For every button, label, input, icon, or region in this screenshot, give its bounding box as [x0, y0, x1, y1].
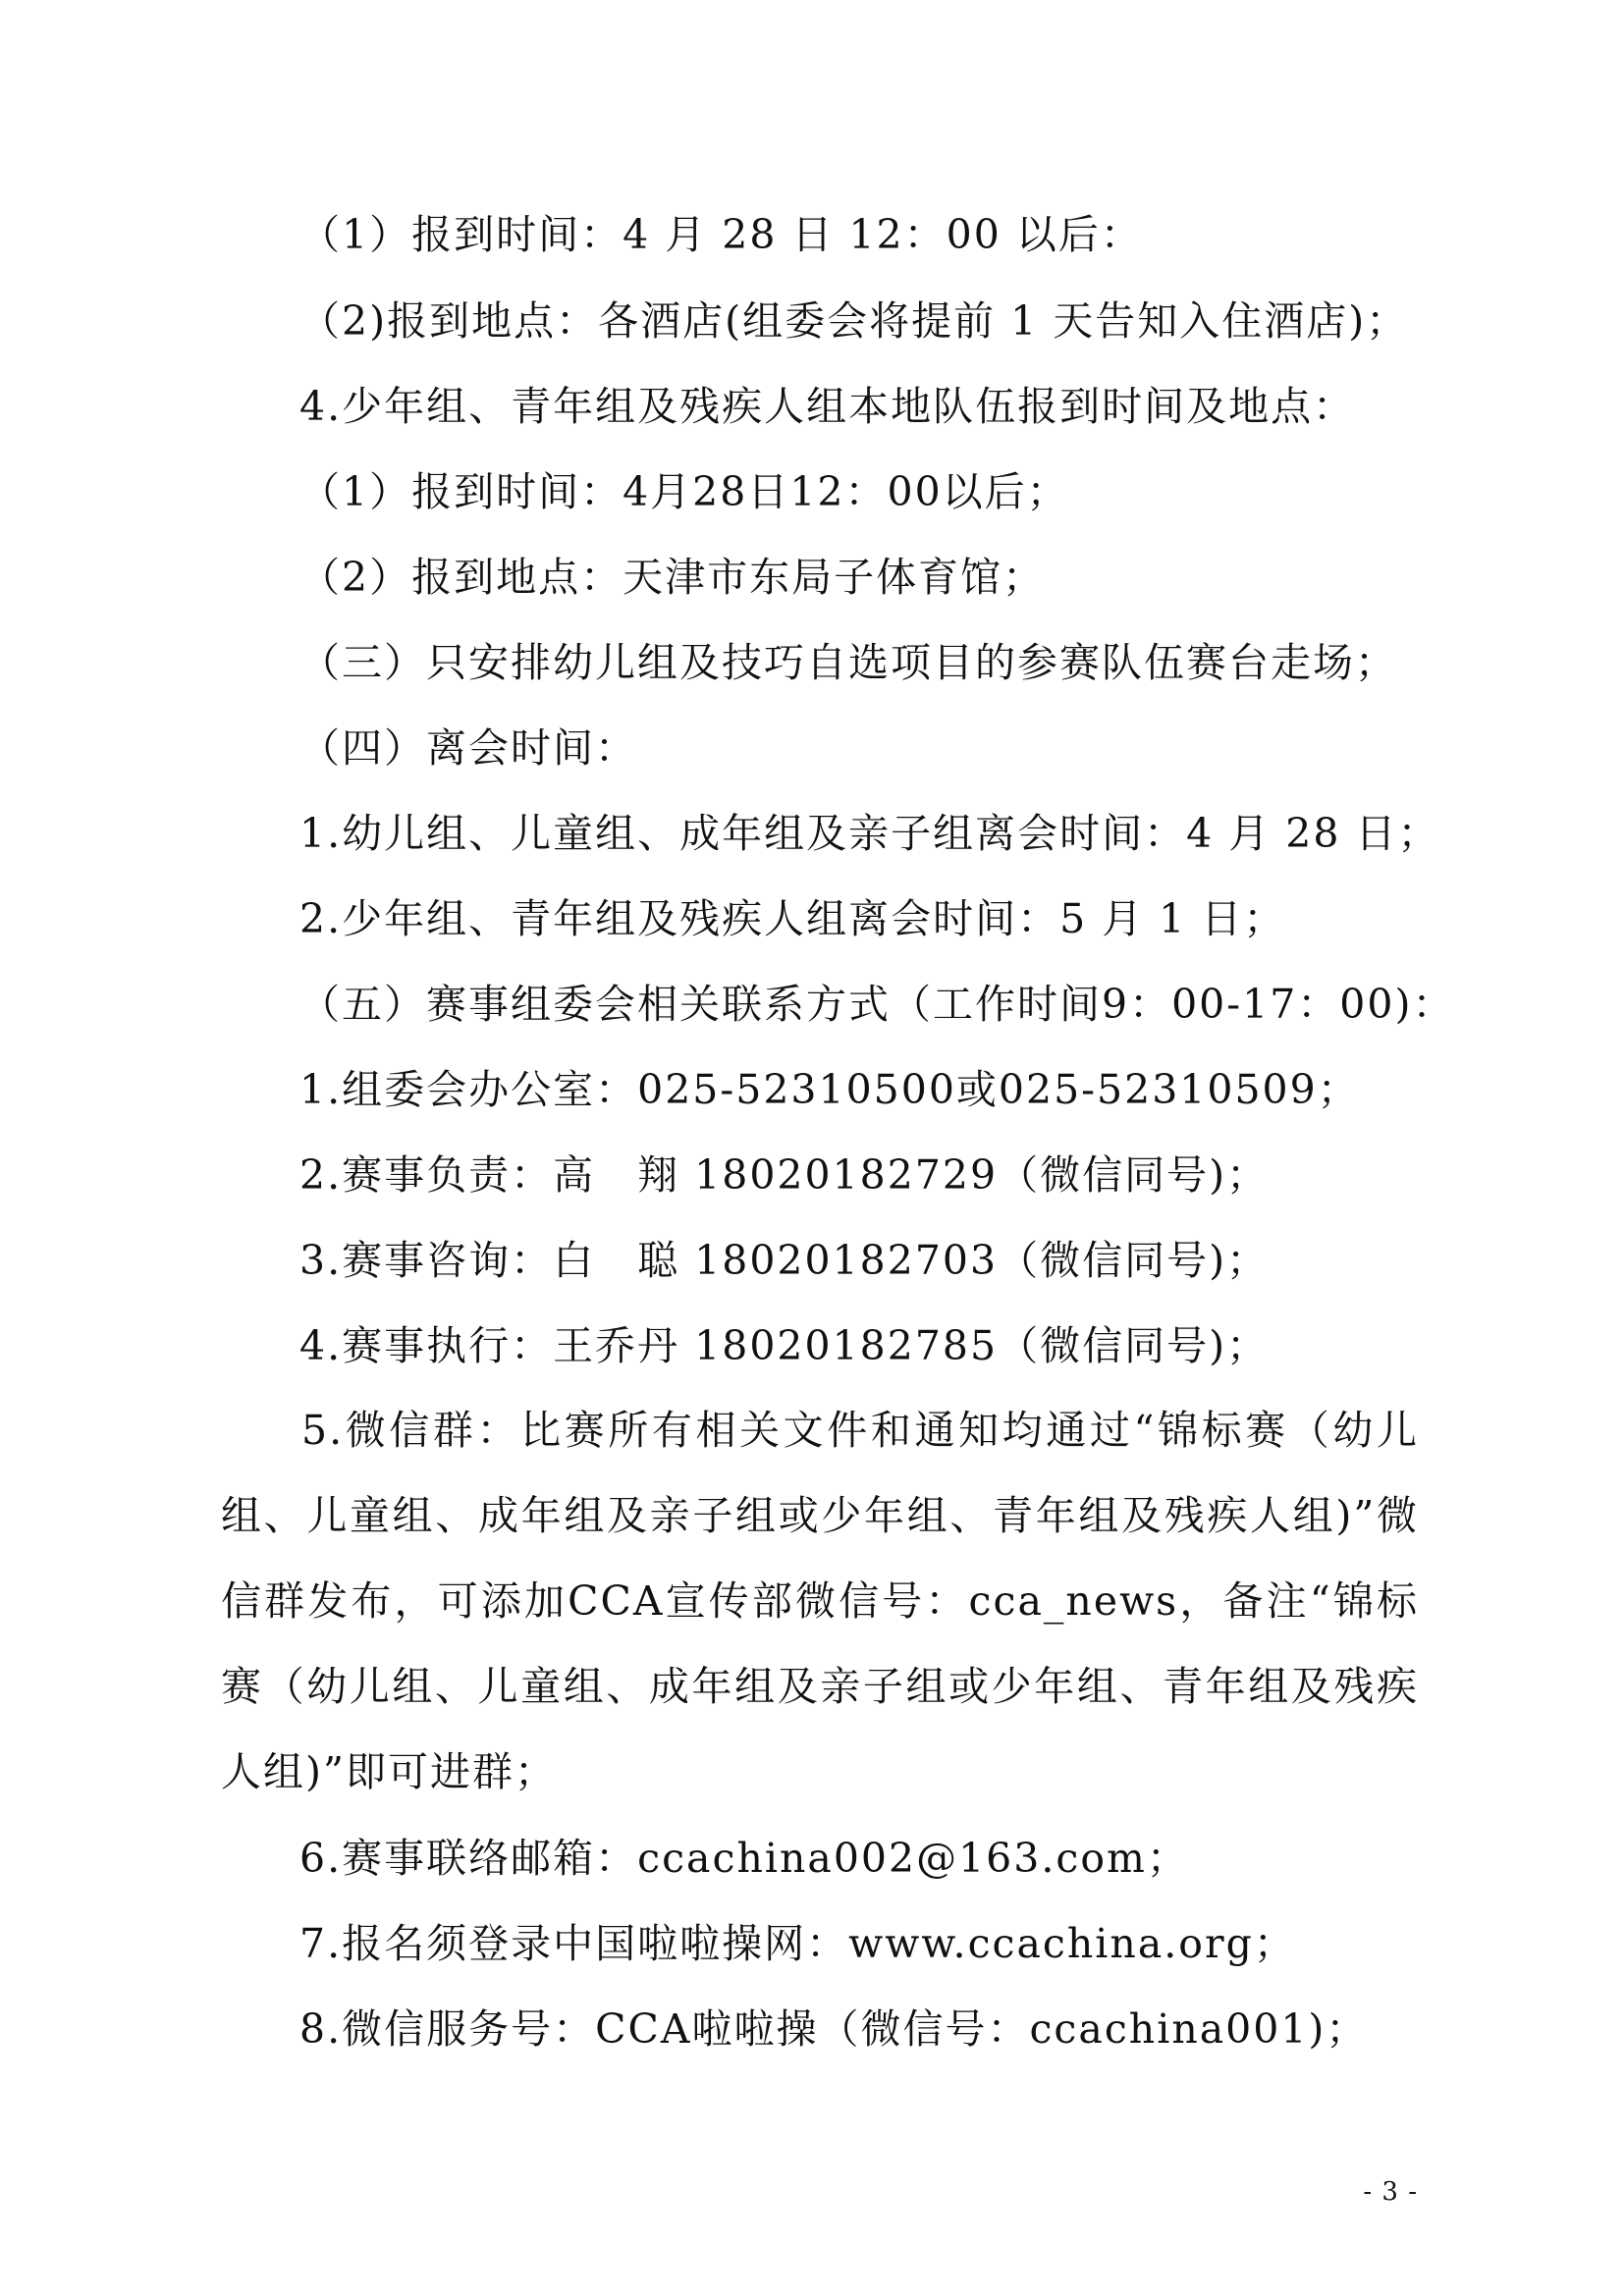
- wechat-group-paragraph: 5.微信群：比赛所有相关文件和通知均通过“锦标赛（幼儿组、儿童组、成年组及亲子组或少年组、青年组及残疾人组)”微信群发布，可添加CCA宣传部微信号：cca_news，备注“锦标赛（幼儿组、儿童组、成年组及亲子组或少年组、青年组及残疾人组)”即可进群；: [221, 1407, 1419, 1795]
- text-line-14: 4.赛事执行：王乔丹 18020182785（微信同号)；: [299, 1322, 1270, 1369]
- page-number: - 3 -: [1363, 2177, 1418, 2207]
- text-line-8: 1.幼儿组、儿童组、成年组及亲子组离会时间：4 月 28 日；: [299, 810, 1440, 857]
- text-line-3: 4.少年组、青年组及残疾人组本地队伍报到时间及地点：: [299, 383, 1356, 430]
- text-line-11: 1.组委会办公室：025-52310500或025-52310509；: [299, 1066, 1360, 1113]
- text-line-website: 7.报名须登录中国啦啦操网：www.ccachina.org；: [299, 1920, 1296, 1967]
- text-line-5: （2）报到地点：天津市东局子体育馆；: [299, 554, 1046, 601]
- text-line-10: （五）赛事组委会相关联系方式（工作时间9：00-17：00)：: [299, 981, 1455, 1028]
- text-line-12: 2.赛事负责：高 翔 18020182729（微信同号)；: [299, 1151, 1270, 1199]
- text-line-9: 2.少年组、青年组及残疾人组离会时间：5 月 1 日；: [299, 895, 1286, 942]
- text-line-1: （1）报到时间：4 月 28 日 12：00 以后：: [299, 211, 1143, 258]
- text-line-2: （2)报到地点：各酒店(组委会将提前 1 天告知入住酒店)；: [299, 297, 1409, 345]
- text-line-7: （四）离会时间：: [299, 724, 637, 772]
- text-line-email: 6.赛事联络邮箱：ccachina002@163.com；: [299, 1835, 1189, 1882]
- text-line-wechat-service: 8.微信服务号：CCA啦啦操（微信号：ccachina001)；: [299, 2005, 1369, 2053]
- text-line-13: 3.赛事咨询：白 聪 18020182703（微信同号)；: [299, 1237, 1270, 1284]
- text-line-6: （三）只安排幼儿组及技巧自选项目的参赛队伍赛台走场；: [299, 639, 1397, 686]
- text-line-4: （1）报到时间：4月28日12：00以后；: [299, 468, 1069, 515]
